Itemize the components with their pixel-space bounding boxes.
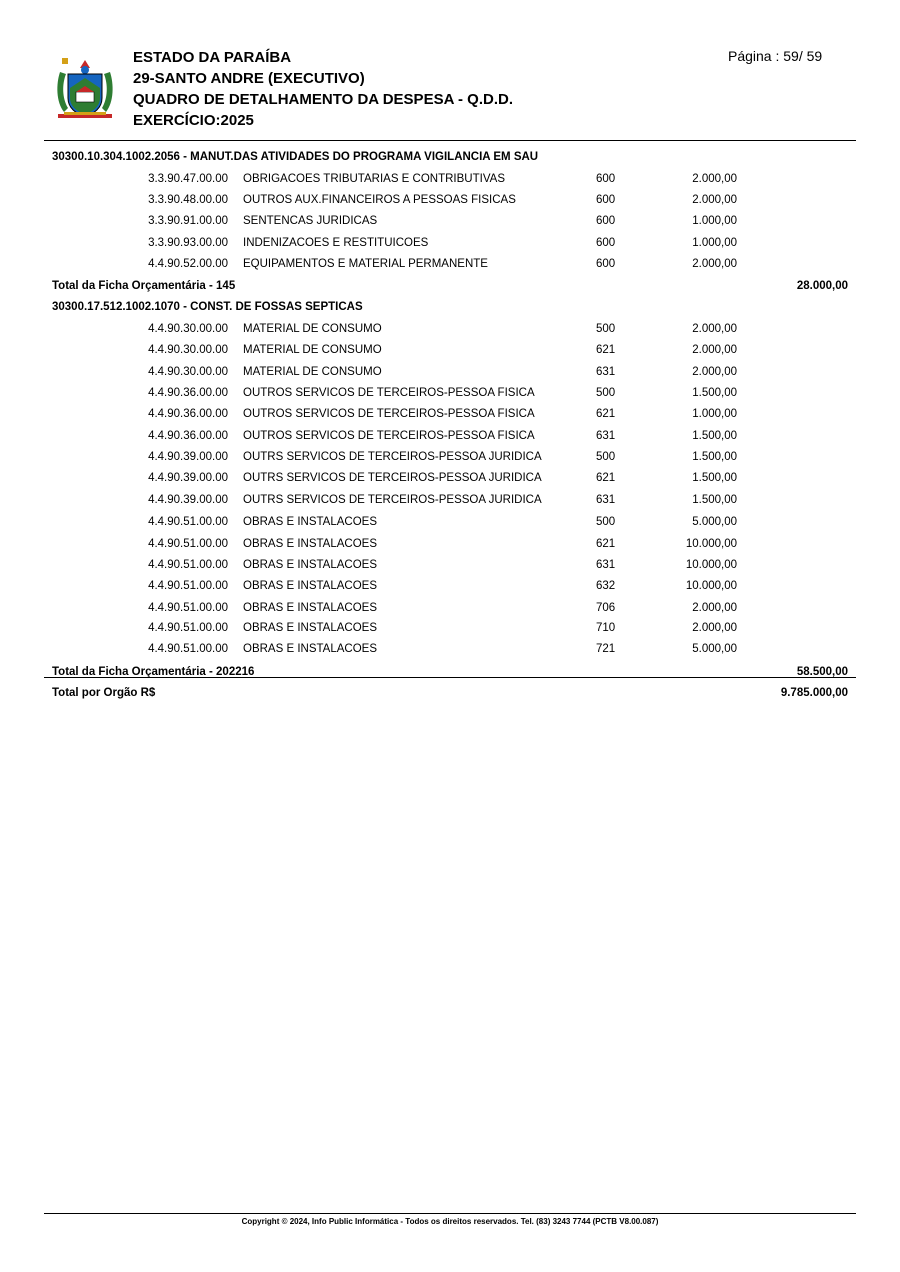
grand-total-label: Total por Orgão R$ xyxy=(52,687,156,699)
row-expense-description: SENTENCAS JURIDICAS xyxy=(243,215,378,227)
grand-total-divider xyxy=(44,677,856,678)
row-amount: 2.000,00 xyxy=(692,194,737,206)
row-expense-description: OBRIGACOES TRIBUTARIAS E CONTRIBUTIVAS xyxy=(243,173,505,185)
row-amount: 5.000,00 xyxy=(692,643,737,655)
row-expense-description: OUTRS SERVICOS DE TERCEIROS-PESSOA JURIDICA xyxy=(243,494,542,506)
row-amount: 1.500,00 xyxy=(692,494,737,506)
row-expense-description: OBRAS E INSTALACOES xyxy=(243,580,377,592)
section-total-value: 58.500,00 xyxy=(796,666,848,678)
row-expense-code: 3.3.90.91.00.00 xyxy=(148,215,228,227)
row-expense-description: OUTROS SERVICOS DE TERCEIROS-PESSOA FISICA xyxy=(243,408,535,420)
row-expense-code: 3.3.90.47.00.00 xyxy=(148,173,228,185)
row-expense-code: 4.4.90.36.00.00 xyxy=(148,430,228,442)
row-resource-source: 710 xyxy=(596,622,616,634)
row-resource-source: 621 xyxy=(596,408,616,420)
section-title: 30300.10.304.1002.2056 - MANUT.DAS ATIVIDADES DO PROGRAMA VIGILANCIA EM SAU xyxy=(52,151,539,163)
row-amount: 2.000,00 xyxy=(692,258,737,270)
row-expense-description: OBRAS E INSTALACOES xyxy=(243,602,377,614)
row-amount: 10.000,00 xyxy=(685,559,737,571)
row-amount: 5.000,00 xyxy=(692,516,737,528)
row-expense-description: OBRAS E INSTALACOES xyxy=(243,538,377,550)
row-resource-source: 631 xyxy=(596,494,616,506)
row-expense-code: 4.4.90.51.00.00 xyxy=(148,516,228,528)
row-amount: 2.000,00 xyxy=(692,344,737,356)
row-expense-description: MATERIAL DE CONSUMO xyxy=(243,323,382,335)
grand-total-value: 9.785.000,00 xyxy=(780,687,848,699)
row-expense-description: MATERIAL DE CONSUMO xyxy=(243,344,382,356)
page-number: Página : 59/ 59 xyxy=(728,48,823,64)
row-resource-source: 631 xyxy=(596,366,616,378)
row-expense-code: 4.4.90.36.00.00 xyxy=(148,387,228,399)
row-resource-source: 721 xyxy=(596,643,616,655)
row-expense-description: OUTROS SERVICOS DE TERCEIROS-PESSOA FISICA xyxy=(243,430,535,442)
row-amount: 1.500,00 xyxy=(692,451,737,463)
row-resource-source: 631 xyxy=(596,430,616,442)
row-resource-source: 621 xyxy=(596,344,616,356)
row-resource-source: 621 xyxy=(596,538,616,550)
row-amount: 2.000,00 xyxy=(692,366,737,378)
row-expense-description: OBRAS E INSTALACOES xyxy=(243,643,377,655)
row-expense-code: 4.4.90.51.00.00 xyxy=(148,643,228,655)
row-amount: 2.000,00 xyxy=(692,602,737,614)
row-expense-code: 4.4.90.39.00.00 xyxy=(148,494,228,506)
header-divider xyxy=(44,140,856,141)
row-resource-source: 500 xyxy=(596,387,616,399)
row-expense-code: 4.4.90.30.00.00 xyxy=(148,323,228,335)
row-expense-description: OBRAS E INSTALACOES xyxy=(243,559,377,571)
row-amount: 10.000,00 xyxy=(685,580,737,592)
row-expense-code: 4.4.90.51.00.00 xyxy=(148,538,228,550)
section-total-value: 28.000,00 xyxy=(796,280,848,292)
row-amount: 10.000,00 xyxy=(685,538,737,550)
row-expense-description: OBRAS E INSTALACOES xyxy=(243,622,377,634)
row-expense-description: MATERIAL DE CONSUMO xyxy=(243,366,382,378)
row-resource-source: 600 xyxy=(596,258,616,270)
row-amount: 2.000,00 xyxy=(692,173,737,185)
row-resource-source: 500 xyxy=(596,516,616,528)
row-resource-source: 600 xyxy=(596,173,616,185)
section-total-label: Total da Ficha Orçamentária - 202216 xyxy=(52,666,255,678)
row-expense-description: OUTRS SERVICOS DE TERCEIROS-PESSOA JURIDICA xyxy=(243,451,542,463)
row-amount: 1.500,00 xyxy=(692,430,737,442)
row-expense-description: INDENIZACOES E RESTITUICOES xyxy=(243,237,429,249)
entity-name: 29-SANTO ANDRE (EXECUTIVO) xyxy=(133,70,365,87)
copyright-footer: Copyright © 2024, Info Public Informática - Todos os direitos reservados. Tel. (83) 3243 7744 (PCTB V8.00.087) xyxy=(241,1217,659,1226)
row-expense-description: OUTROS AUX.FINANCEIROS A PESSOAS FISICAS xyxy=(243,194,516,206)
state-name: ESTADO DA PARAÍBA xyxy=(133,49,292,66)
row-expense-description: EQUIPAMENTOS E MATERIAL PERMANENTE xyxy=(243,258,488,270)
row-expense-code: 3.3.90.48.00.00 xyxy=(148,194,228,206)
row-expense-code: 4.4.90.51.00.00 xyxy=(148,602,228,614)
row-amount: 1.000,00 xyxy=(692,408,737,420)
row-expense-description: OUTROS SERVICOS DE TERCEIROS-PESSOA FISICA xyxy=(243,387,535,399)
row-amount: 1.500,00 xyxy=(692,472,737,484)
document-header xyxy=(133,47,513,131)
row-expense-code: 4.4.90.39.00.00 xyxy=(148,472,228,484)
section-title: 30300.17.512.1002.1070 - CONST. DE FOSSAS SEPTICAS xyxy=(52,301,363,313)
row-resource-source: 600 xyxy=(596,215,616,227)
row-resource-source: 600 xyxy=(596,194,616,206)
row-expense-code: 4.4.90.52.00.00 xyxy=(148,258,228,270)
row-resource-source: 706 xyxy=(596,602,616,614)
row-expense-code: 4.4.90.36.00.00 xyxy=(148,408,228,420)
row-amount: 1.000,00 xyxy=(692,215,737,227)
row-resource-source: 500 xyxy=(596,323,616,335)
row-expense-code: 4.4.90.51.00.00 xyxy=(148,580,228,592)
row-amount: 2.000,00 xyxy=(692,323,737,335)
row-expense-code: 4.4.90.51.00.00 xyxy=(148,559,228,571)
row-resource-source: 632 xyxy=(596,580,616,592)
row-amount: 1.500,00 xyxy=(692,387,737,399)
row-amount: 2.000,00 xyxy=(692,622,737,634)
footer-divider xyxy=(44,1213,856,1214)
row-expense-code: 4.4.90.39.00.00 xyxy=(148,451,228,463)
row-resource-source: 631 xyxy=(596,559,616,571)
row-resource-source: 621 xyxy=(596,472,616,484)
row-expense-description: OBRAS E INSTALACOES xyxy=(243,516,377,528)
state-crest-logo xyxy=(54,58,116,120)
row-expense-code: 4.4.90.30.00.00 xyxy=(148,344,228,356)
section-total-label: Total da Ficha Orçamentária - 145 xyxy=(52,280,236,292)
fiscal-year: EXERCÍCIO:2025 xyxy=(133,112,254,129)
row-amount: 1.000,00 xyxy=(692,237,737,249)
row-expense-description: OUTRS SERVICOS DE TERCEIROS-PESSOA JURIDICA xyxy=(243,472,542,484)
row-resource-source: 600 xyxy=(596,237,616,249)
row-expense-code: 4.4.90.51.00.00 xyxy=(148,622,228,634)
row-expense-code: 4.4.90.30.00.00 xyxy=(148,366,228,378)
row-expense-code: 3.3.90.93.00.00 xyxy=(148,237,228,249)
report-title: QUADRO DE DETALHAMENTO DA DESPESA - Q.D.D. xyxy=(133,91,514,108)
row-resource-source: 500 xyxy=(596,451,616,463)
